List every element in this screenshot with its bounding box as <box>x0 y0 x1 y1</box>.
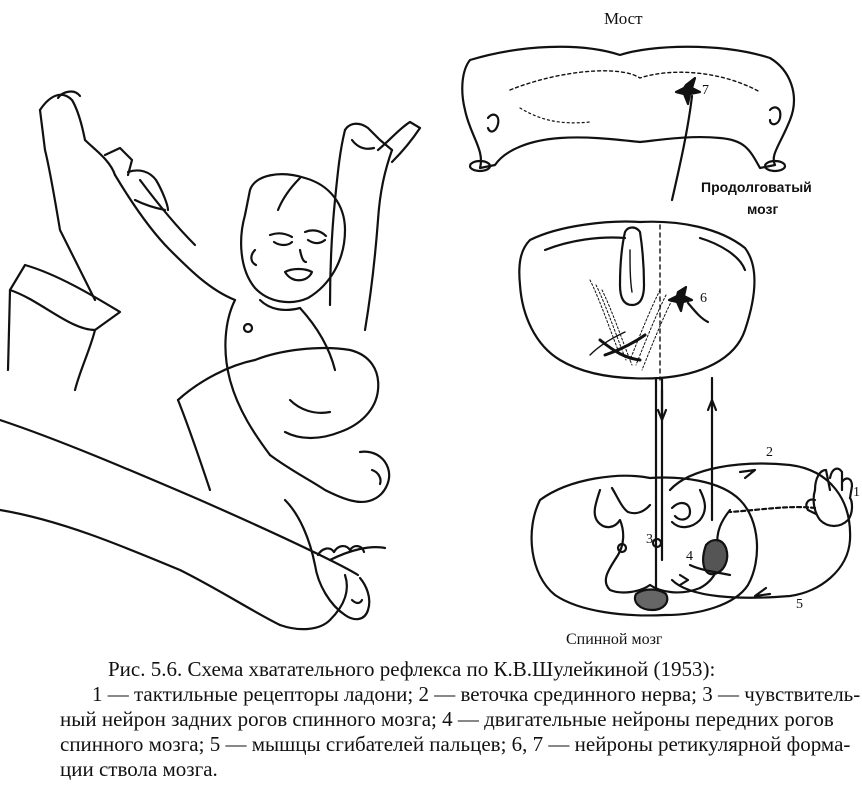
spinal-cord-section <box>532 464 852 616</box>
marker-6: 6 <box>700 291 707 306</box>
label-pons: Мост <box>604 9 643 28</box>
marker-2: 2 <box>766 445 773 460</box>
caption-line-3: спинного мозга; 5 — мышцы сгибателей пальцев; 6, 7 — нейроны ретикулярной форма- <box>60 732 851 756</box>
label-spinal-cord: Спинной мозг <box>566 631 663 648</box>
figure-caption <box>60 657 860 782</box>
caption-title: Рис. 5.6. Схема хватательного рефлекса по К.В.Шулейкиной (1953): <box>108 657 716 681</box>
marker-3: 3 <box>646 532 653 547</box>
label-medulla-2: мозг <box>747 201 779 217</box>
marker-7: 7 <box>702 83 709 98</box>
caption-line-2: ный нейрон задних рогов спинного мозга; 4 — двигательные нейроны передних рогов <box>60 707 834 731</box>
caption-line-1: 1 — тактильные рецепторы ладони; 2 — веточка срединного нерва; 3 — чувствитель- <box>92 682 861 706</box>
marker-4: 4 <box>686 549 693 564</box>
pons-section <box>462 47 794 200</box>
caption-line-4: ции ствола мозга. <box>60 757 218 781</box>
marker-5: 5 <box>796 597 803 612</box>
medulla-section <box>519 222 754 380</box>
label-medulla-1: Продолговатый <box>701 179 812 195</box>
infant-illustration <box>0 92 420 630</box>
marker-1: 1 <box>853 485 860 500</box>
